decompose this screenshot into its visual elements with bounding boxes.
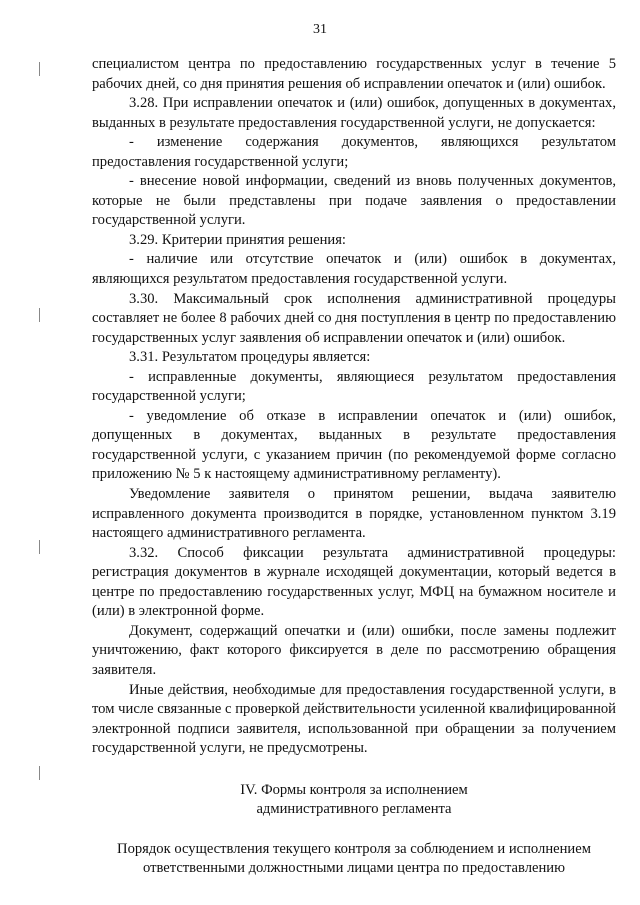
paragraph: 3.29. Критерии принятия решения: (129, 231, 346, 248)
paragraph: Документ, содержащий опечатки и (или) ошибки, после замены подлежит уничтожению, факт которого фиксируется в деле по рассмотрению обращения заявителя. (92, 622, 616, 678)
paragraph: специалистом центра по предоставлению государственных услуг в течение 5 рабочих дней, со дня принятия решения об исправлении опечаток и (или) ошибок. (92, 56, 616, 92)
paragraph: 3.28. При исправлении опечаток и (или) ошибок, допущенных в документах, выданных в результате предоставления государственной услуги, не допускается: (92, 95, 616, 131)
margin-mark (39, 540, 40, 554)
subsection-title (92, 840, 616, 879)
section-title (92, 781, 616, 820)
paragraph: 3.31. Результатом процедуры является: (129, 349, 371, 366)
subsection-title-line: Порядок осуществления текущего контроля за соблюдением и исполнением (117, 840, 591, 857)
paragraph: - внесение новой информации, сведений из вновь полученных документов, которые не были представлены при подаче заявления о предоставлении государственной услуги. (92, 173, 616, 229)
paragraph: - уведомление об отказе в исправлении опечаток и (или) ошибок, допущенных в документах, выданных в результате предоставления государственной услуги, с указанием причин (по рекомендуемой форме согласно приложению № 5 к настоящему административному регламенту). (92, 407, 616, 483)
paragraph: - изменение содержания документов, являющихся результатом предоставления государственной услуги; (92, 134, 616, 170)
page-number: 31 (313, 22, 327, 37)
subsection-title-line: ответственными должностными лицами центра по предоставлению (143, 860, 565, 877)
section-title-line: административного регламента (256, 801, 452, 818)
paragraph: Иные действия, необходимые для предоставления государственной услуги, в том числе связанные с проверкой действительности усиленной квалифицированной электронной подписи заявителя, использованной при обращении за получением государственной услуги, не предусмотрены. (92, 681, 616, 757)
paragraph: 3.30. Максимальный срок исполнения административной процедуры составляет не более 8 рабочих дней со дня поступления в центр по предоставлению государственных услуг заявления об исправлении опечаток и (или) ошибок. (92, 290, 616, 346)
margin-mark (39, 62, 40, 76)
paragraph: Уведомление заявителя о принятом решении, выдача заявителю исправленного документа производится в порядке, установленном пунктом 3.19 настоящего административного регламента. (92, 486, 616, 542)
document-body (92, 55, 616, 879)
paragraph: - исправленные документы, являющиеся результатом предоставления государственной услуги; (92, 368, 616, 405)
paragraph: - наличие или отсутствие опечаток и (или) ошибок в документах, являющихся результатом предоставления государственной услуги. (92, 251, 616, 288)
margin-mark (39, 766, 40, 780)
section-title-line: IV. Формы контроля за исполнением (240, 781, 468, 798)
margin-mark (39, 308, 40, 322)
paragraph: 3.32. Способ фиксации результата административной процедуры: регистрация документов в журнале исходящей документации, который ведется в центре по предоставлению государственных услуг, МФЦ на бумажном носителе и (или) в электронной форме. (92, 544, 616, 620)
